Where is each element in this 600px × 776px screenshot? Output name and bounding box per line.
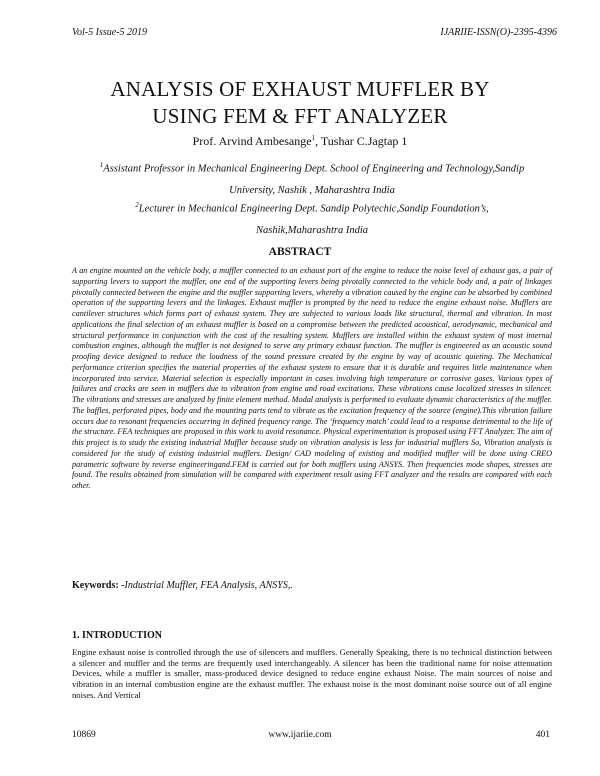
keywords <box>72 580 552 591</box>
title-line-2: USING FEM & FFT ANALYZER <box>152 104 448 128</box>
affiliation-1-line-1: Assistant Professor in Mechanical Engineering Dept. School of Engineering and Technology,Sandip <box>103 163 525 175</box>
paper-id: 10869 <box>72 730 96 740</box>
abstract-heading: ABSTRACT <box>268 246 332 258</box>
affiliation-1-mark: 1 <box>99 161 104 169</box>
introduction-heading: 1. INTRODUCTION <box>72 630 163 641</box>
journal-volume: Vol-5 Issue-5 2019 <box>72 27 147 38</box>
title-line-1: ANALYSIS OF EXHAUST MUFFLER BY <box>110 77 490 101</box>
author-2: , Tushar C.Jagtap 1 <box>315 134 408 148</box>
affiliation-2-line-1: Lecturer in Mechanical Engineering Dept. Sandip Polytechic,Sandip Foundation’s, <box>138 203 489 215</box>
affiliation-1-line-2: University, Nashik , Maharashtra India <box>229 184 395 196</box>
paper-title <box>0 76 600 130</box>
journal-website[interactable]: www.ijariie.com <box>268 730 332 740</box>
author-list <box>0 134 600 149</box>
affiliation-2 <box>72 195 552 241</box>
journal-issn: IJARIIE-ISSN(O)-2395-4396 <box>440 27 557 38</box>
author-1: Prof. Arvind Ambesange <box>192 134 312 148</box>
affiliation-2-mark: 2 <box>135 201 139 209</box>
affiliation-2-line-2: Nashik,Maharashtra India <box>255 224 368 236</box>
keywords-label: Keywords: - <box>72 580 125 591</box>
page-number: 401 <box>535 730 550 740</box>
keywords-text: Industrial Muffler, FEA Analysis, ANSYS,. <box>124 580 293 591</box>
introduction-text: Engine exhaust noise is controlled through the use of silencers and mufflers. Generally Speaking, there is no technical distinction between a silencer and muffler and the terms are frequently used interchangeably. A silencer has been the traditional name for noise attenuation Devices, while a muffler is smaller, mass-produced device designed to reduce engine exhaust Noise. The main sources of noise and vibration in an internal combustion engine are the exhaust muffler. The exhaust noise is the most dominant noise source out of all engine noises. And Vertical <box>72 647 552 700</box>
abstract-text: A an engine mounted on the vehicle body, a muffler connected to an exhaust port of the engine to reduce the noise level of exhaust gas, a pair of supporting levers to support the muffler, one end of the supporting levers being pivotally connected to the vehicle body and, a pair of linkages pivotally connected between the engine and the muffler supporting levers, whereby a vibration caused by the engine can be absorbed by combined operation of the supporting levers and the linkages. Exhaust muffler is prompted by the need to reduce the engine exhaust noise. Mufflers are cantilever structures which forms part of exhaust system. They are subjected to various loads like structural, thermal and vibration. In most applications the final selection of an exhaust muffler is based on a compromise between the predicted acoustical, aerodynamic, mechanical and structural performance in conjunction with the cost of the resulting system. Mufflers are installed within the exhaust system of most internal combustion engines, although the muffler is not designed to serve any primary exhaust function. The muffler is engineered as an acoustic sound proofing device designed to reduce the loudness of the sound pressure created by the engine by way of acoustic quieting. The Mechanical performance criterion specifies the material properties of the exhaust system to ensure that it is durable and requires little maintenance when incorporated into service. Material selection is especially important in cases involving high temperature or corrosive gases. Various types of failures and cracks are seen in mufflers due to vibration from engine and road excitations. These vibrations cause localized stresses in silencer. The vibrations and stresses are analyzed by finite element method. Modal analysis is performed to evaluate dynamic characteristics of the muffler. The baffles, perforated pipes, body and the mounting parts tend to vibrate as the excitation frequency of the source (engine).This vibration failure occurs due to resonant frequencies occurring in defined frequency range. The ‘frequency match’ could lead to a response detrimental to the life of the structure. FEA techniques are proposed in this work to avoid resonance. Physical experimentation is proposed using FFT Analyzer. The aim of this project is to study the existing industrial Muffler because study on vibration analysis is less for industrial mufflers So, Vibration analysis is considered for the study of existing industrial mufflers. Design/ CAD modeling of existing and modified muffler will be done using CREO parametric software by reverse engineeringand.FEM is carried out for both mufflers using ANSYS. Then frequencies mode shapes, stresses are found. The results obtained from simulation will be compared with experiment result using FFT analyzer and the results are compared with each other. <box>72 266 552 490</box>
author-1-affil-mark: 1 <box>311 134 316 142</box>
affiliation-1 <box>72 155 552 201</box>
